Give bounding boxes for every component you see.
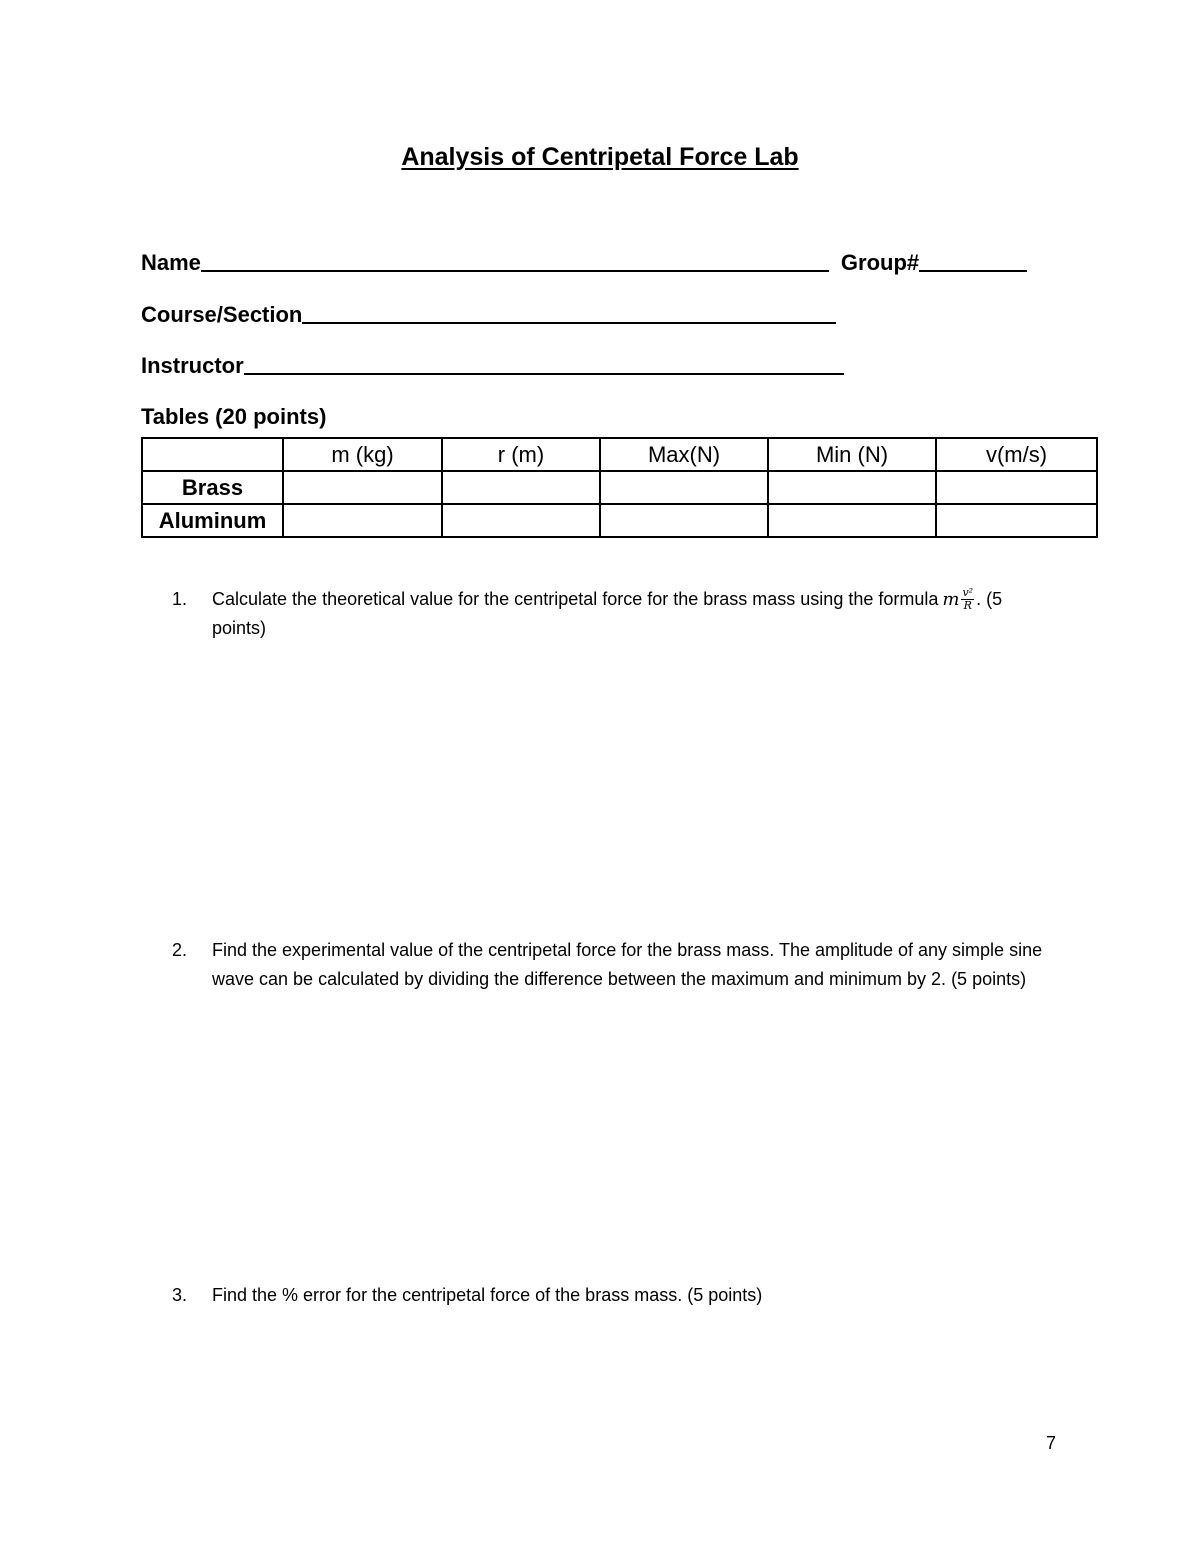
question-1-points: . (5 points) [212,589,1003,638]
course-field[interactable] [302,302,836,324]
table-header-row [142,438,1097,471]
name-label: Name [141,250,201,275]
row-label-aluminum: Aluminum [142,504,283,537]
name-field[interactable] [201,250,829,272]
question-text: Find the % error for the centripetal force of the brass mass. (5 points) [212,1285,763,1305]
table-header-cell: Max(N) [600,438,768,471]
table-cell[interactable] [283,471,442,504]
table-header-cell: r (m) [442,438,600,471]
page-number: 7 [1046,1433,1057,1453]
table-header-cell: Min (N) [768,438,936,471]
tables-heading: Tables (20 points) [141,404,327,429]
course-row [141,302,836,328]
instructor-label: Instructor [141,353,244,378]
formula-fraction [961,587,974,612]
question-number: 3. [172,1285,188,1305]
question-text [212,585,1052,643]
group-field[interactable] [919,250,1027,272]
data-table [141,437,1098,538]
group-label: Group# [840,250,920,275]
row-label-brass: Brass [142,471,283,504]
question-1 [172,585,1052,643]
name-group-row [141,250,1027,276]
table-cell[interactable] [936,471,1097,504]
table-header-cell [142,438,283,471]
table-row [142,471,1097,504]
formula-mass: m [942,589,960,610]
table-cell[interactable] [600,504,768,537]
instructor-row [141,353,844,379]
question-2 [172,936,1052,994]
formula [942,585,974,614]
table-header-cell: v(m/s) [936,438,1097,471]
course-label: Course/Section [141,302,303,327]
instructor-field[interactable] [244,353,844,375]
table-cell[interactable] [600,471,768,504]
table-cell[interactable] [442,471,600,504]
question-text: Find the experimental value of the centripetal force for the brass mass. The amplitude of any simple sine wave can be calculated by dividing the difference between the maximum and minimum by 2. (5 points) [212,940,1043,989]
formula-denominator: R [963,599,972,612]
formula-numerator: v² [962,586,974,599]
question-number: 2. [172,940,188,960]
table-row [142,504,1097,537]
question-number: 1. [172,589,188,609]
table-cell[interactable] [442,504,600,537]
table-header-cell: m (kg) [283,438,442,471]
question-3 [172,1281,1052,1310]
question-1-text: Calculate the theoretical value for the centripetal force for the brass mass using the formula [212,589,939,609]
table-cell[interactable] [768,504,936,537]
table-cell[interactable] [768,471,936,504]
page-title: Analysis of Centripetal Force Lab [401,143,799,171]
table-cell[interactable] [936,504,1097,537]
table-cell[interactable] [283,504,442,537]
